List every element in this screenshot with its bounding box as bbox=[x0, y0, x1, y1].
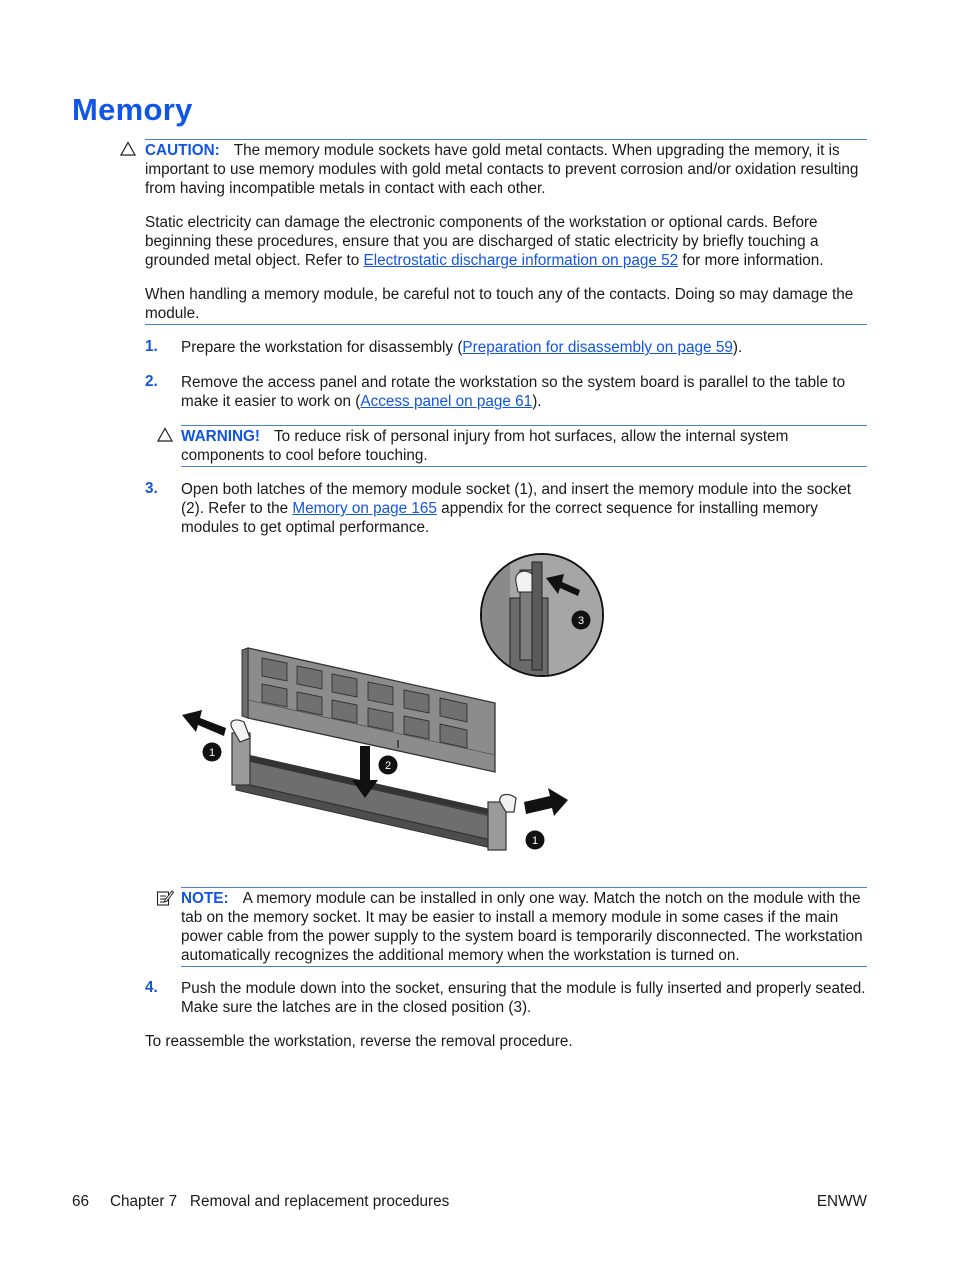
caution-paragraph bbox=[145, 141, 867, 198]
step-4 bbox=[181, 979, 867, 1017]
step-1-text: Prepare the workstation for disassembly ( bbox=[181, 339, 463, 356]
static-electricity-paragraph bbox=[145, 213, 867, 270]
esd-link[interactable]: Electrostatic discharge information on page 52 bbox=[363, 252, 679, 269]
step-2-text: Remove the access panel and rotate the workstation so the system board is parallel to the table to make it easier to work on ( bbox=[181, 374, 846, 410]
step-4-text: Push the module down into the socket, ensuring that the module is fully inserted and properly seated. Make sure the latches are in the closed position (3). bbox=[181, 980, 866, 1016]
closing-paragraph: To reassemble the workstation, reverse the removal procedure. bbox=[145, 1033, 573, 1050]
memory-appendix-link[interactable]: Memory on page 165 bbox=[292, 500, 437, 517]
step-2-number: 2. bbox=[145, 373, 158, 390]
left-arrow-icon bbox=[182, 710, 226, 736]
callout-label: 1 bbox=[531, 835, 539, 847]
step-4-number: 4. bbox=[145, 979, 158, 996]
step-2-text-end: ). bbox=[532, 393, 542, 410]
footer-code: ENWW bbox=[816, 1193, 867, 1210]
memory-installation-figure bbox=[170, 550, 610, 870]
static-text-end: for more information. bbox=[678, 252, 824, 269]
callout-label: 2 bbox=[384, 760, 392, 772]
latch-detail-inset bbox=[480, 550, 610, 680]
note-pencil-icon bbox=[156, 889, 174, 907]
caution-text: The memory module sockets have gold metal contacts. When upgrading the memory, it is important to use memory modules with gold metal contacts to prevent corrosion and/or oxidation resulting from having incompatible metals in contact with each other. bbox=[145, 142, 859, 197]
warning-triangle-icon bbox=[157, 427, 173, 442]
callout-2 bbox=[379, 756, 398, 775]
callout-3 bbox=[572, 611, 591, 630]
preparation-link[interactable]: Preparation for disassembly on page 59 bbox=[462, 339, 733, 356]
callout-1-right bbox=[526, 831, 545, 850]
warning-block bbox=[181, 425, 867, 467]
handling-text: When handling a memory module, be careful not to touch any of the contacts. Doing so may damage the module. bbox=[145, 286, 854, 322]
step-3-text: Open both latches of the memory module socket (1), and insert the memory module into the socket (2). Refer to the bbox=[181, 481, 851, 517]
step-3 bbox=[181, 480, 867, 537]
callout-label: 3 bbox=[577, 615, 585, 627]
step-3-number: 3. bbox=[145, 480, 158, 497]
step-3-text-end: appendix for the correct sequence for installing memory modules to get optimal performance. bbox=[181, 500, 818, 536]
footer-chapter: Chapter 7 Removal and replacement procedures bbox=[110, 1193, 450, 1210]
static-text: Static electricity can damage the electronic components of the workstation or optional cards. Before beginning these procedures, ensure that you are discharged of static electricity by briefly touching a grounded metal object. Refer to bbox=[145, 214, 819, 269]
step-1-number: 1. bbox=[145, 338, 158, 355]
caution-triangle-icon bbox=[120, 141, 136, 156]
step-1-text-end: ). bbox=[732, 339, 743, 356]
handling-paragraph bbox=[145, 285, 867, 325]
step-2 bbox=[181, 373, 867, 411]
callout-label: 1 bbox=[208, 747, 216, 759]
caution-block bbox=[145, 139, 867, 198]
caution-label: CAUTION: bbox=[145, 142, 220, 159]
page-title: Memory bbox=[72, 92, 193, 127]
note-text: A memory module can be installed in only one way. Match the notch on the module with the tab on the memory socket. It may be easier to install a memory module in some cases if the main power cable from the power supply to the system board is temporarily disconnected. The workstation automatically recognizes the additional memory when the workstation is turned on. bbox=[181, 890, 863, 964]
footer-page-number: 66 bbox=[72, 1193, 90, 1210]
access-panel-link[interactable]: Access panel on page 61 bbox=[360, 393, 533, 410]
note-block bbox=[181, 887, 867, 967]
warning-text: To reduce risk of personal injury from hot surfaces, allow the internal system components to cool before touching. bbox=[181, 428, 789, 464]
callout-1-left bbox=[203, 743, 222, 762]
note-label: NOTE: bbox=[181, 890, 229, 907]
right-arrow-icon bbox=[524, 788, 568, 816]
warning-label: WARNING! bbox=[181, 428, 261, 445]
step-1 bbox=[181, 338, 867, 357]
